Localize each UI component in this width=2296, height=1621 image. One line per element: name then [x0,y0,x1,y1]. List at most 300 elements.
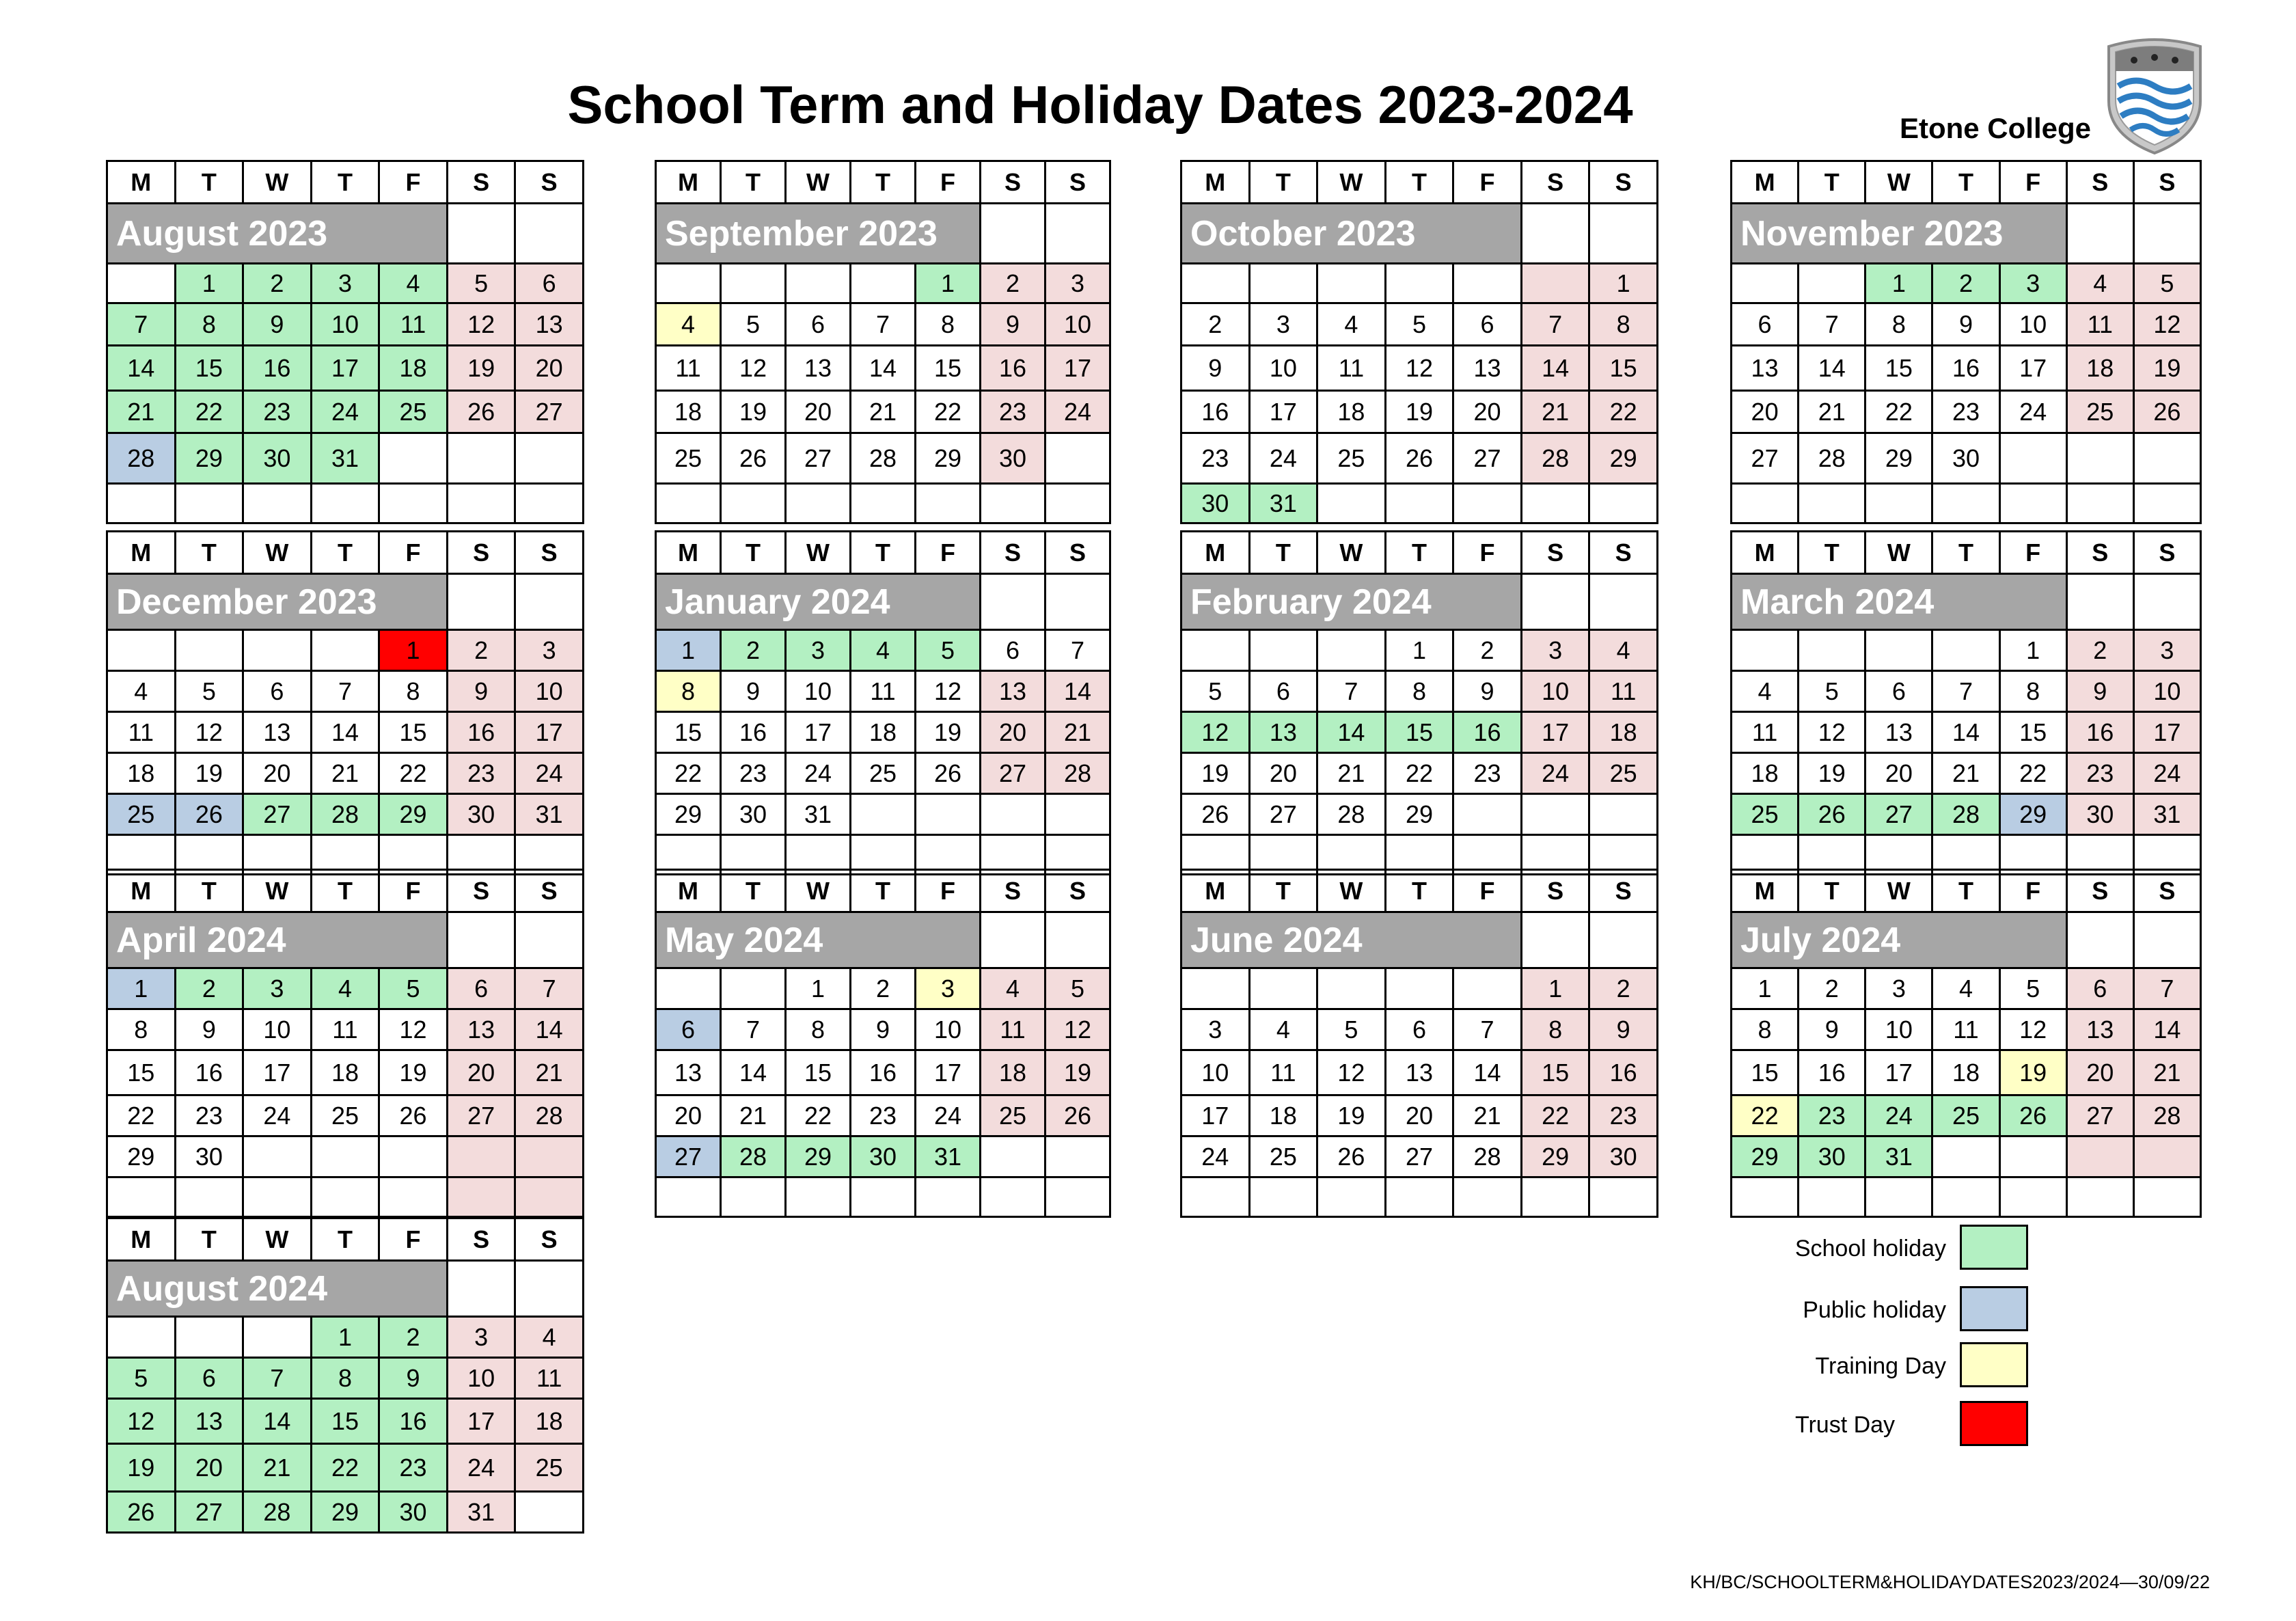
day-cell: 26 [1181,794,1250,835]
day-cell: 4 [311,968,379,1009]
empty-cell [1317,968,1386,1009]
empty-cell [1589,1177,1658,1217]
day-cell: 16 [1799,1050,1866,1095]
day-cell: 22 [1732,1095,1799,1136]
day-cell: 9 [1799,1009,1866,1050]
day-cell: 18 [515,1399,584,1444]
weekday-header: W [1317,161,1386,204]
day-cell: 4 [107,671,176,712]
day-cell: 8 [1732,1009,1799,1050]
week-row [1732,1009,2201,1050]
month-table [1730,530,2202,875]
day-cell: 14 [311,712,379,753]
day-cell: 3 [311,264,379,303]
day-cell: 27 [175,1492,243,1533]
week-row [1732,264,2201,303]
weekday-header: F [916,532,981,574]
day-cell: 2 [175,968,243,1009]
weekday-header: S [1521,532,1589,574]
day-cell: 2 [1453,630,1522,671]
empty-cell [981,912,1046,968]
day-cell: 13 [786,346,851,391]
legend-swatch [1960,1342,2028,1387]
empty-cell [1521,1177,1589,1217]
empty-cell [2066,484,2133,523]
weekday-header: M [1181,161,1250,204]
week-row [1732,794,2201,835]
empty-cell [2066,204,2133,264]
day-cell: 4 [1932,968,1999,1009]
month-name: December 2023 [107,574,448,630]
week-row [107,1009,584,1050]
empty-cell [721,484,786,523]
empty-cell [311,484,379,523]
empty-cell [656,484,721,523]
week-row [107,1358,584,1399]
empty-cell [656,264,721,303]
day-cell: 7 [851,303,916,346]
day-cell: 18 [379,346,448,391]
weekday-header: T [851,532,916,574]
weekday-header: S [1046,161,1110,204]
day-cell: 27 [1385,1136,1453,1177]
empty-cell [851,794,916,835]
day-cell: 30 [1799,1136,1866,1177]
empty-cell [1317,630,1386,671]
day-cell: 14 [1932,712,1999,753]
empty-cell [1732,630,1799,671]
day-cell: 24 [515,753,584,794]
empty-cell [107,630,176,671]
weekday-header: S [1046,532,1110,574]
day-cell: 9 [379,1358,448,1399]
week-row [107,794,584,835]
empty-cell [447,484,515,523]
day-cell: 18 [1249,1095,1317,1136]
week-row [1181,433,1658,484]
day-cell: 23 [2066,753,2133,794]
empty-cell [107,484,176,523]
day-cell: 18 [1732,753,1799,794]
empty-cell [721,968,786,1009]
empty-cell [2066,912,2133,968]
day-cell: 6 [981,630,1046,671]
day-cell: 10 [916,1009,981,1050]
day-cell: 2 [1181,303,1250,346]
weekday-header: W [1866,870,1932,912]
day-cell: 10 [1866,1009,1932,1050]
day-cell: 11 [1589,671,1658,712]
week-row [1181,391,1658,433]
day-cell: 27 [447,1095,515,1136]
week-row [107,303,584,346]
day-cell: 7 [311,671,379,712]
empty-cell [2066,433,2133,484]
month-table [1180,869,1658,1218]
day-cell: 23 [1453,753,1522,794]
day-cell: 19 [447,346,515,391]
day-cell: 10 [447,1358,515,1399]
day-cell: 22 [175,391,243,433]
day-cell: 14 [851,346,916,391]
day-cell: 29 [1385,794,1453,835]
weekday-header: S [447,1218,515,1261]
day-cell: 30 [2066,794,2133,835]
empty-cell [851,264,916,303]
day-cell: 3 [1866,968,1932,1009]
empty-cell [1181,1177,1250,1217]
empty-cell [1181,630,1250,671]
day-cell: 7 [1521,303,1589,346]
day-cell: 30 [175,1136,243,1177]
day-cell: 8 [311,1358,379,1399]
month-calendar [1730,869,2202,1218]
empty-cell [981,204,1046,264]
month-calendar [1180,869,1658,1218]
day-cell: 20 [1453,391,1522,433]
weekday-header: W [786,532,851,574]
day-cell: 8 [1999,671,2066,712]
weekday-header: S [2066,161,2133,204]
week-row [656,1136,1110,1177]
empty-cell [1317,264,1386,303]
day-cell: 26 [721,433,786,484]
week-row [1732,753,2201,794]
day-cell: 31 [1866,1136,1932,1177]
empty-cell [1866,484,1932,523]
day-cell: 27 [1732,433,1799,484]
weekday-header: S [2066,870,2133,912]
empty-cell [1249,968,1317,1009]
day-cell: 16 [1589,1050,1658,1095]
day-cell: 21 [1317,753,1386,794]
day-cell: 13 [1453,346,1522,391]
day-cell: 19 [1181,753,1250,794]
day-cell: 8 [175,303,243,346]
weekday-header: F [1453,870,1522,912]
day-cell: 17 [1181,1095,1250,1136]
day-cell: 7 [515,968,584,1009]
weekday-header: T [721,870,786,912]
day-cell: 15 [916,346,981,391]
empty-cell [1249,264,1317,303]
empty-cell [1589,574,1658,630]
week-row [1732,1095,2201,1136]
empty-cell [2066,574,2133,630]
empty-cell [1521,912,1589,968]
day-cell: 10 [1046,303,1110,346]
empty-cell [786,264,851,303]
day-cell: 18 [981,1050,1046,1095]
week-row [107,1317,584,1358]
day-cell: 15 [1999,712,2066,753]
month-calendar [655,530,1111,875]
week-row [656,1095,1110,1136]
day-cell: 25 [1249,1136,1317,1177]
empty-cell [2133,484,2200,523]
day-cell: 12 [447,303,515,346]
weekday-header: T [1932,161,1999,204]
day-cell: 7 [1046,630,1110,671]
weekday-header: T [175,870,243,912]
day-cell: 23 [1589,1095,1658,1136]
month-calendar [106,160,584,524]
day-cell: 9 [721,671,786,712]
weekday-header: S [447,161,515,204]
day-cell: 1 [1999,630,2066,671]
day-cell: 23 [981,391,1046,433]
week-row [1181,753,1658,794]
day-cell: 2 [851,968,916,1009]
month-calendar [655,160,1111,524]
day-cell: 11 [107,712,176,753]
day-cell: 7 [107,303,176,346]
day-cell: 20 [656,1095,721,1136]
day-cell: 13 [1866,712,1932,753]
empty-cell [447,433,515,484]
weekday-header: T [1385,870,1453,912]
weekday-header: T [1932,870,1999,912]
day-cell: 20 [515,346,584,391]
day-cell: 14 [1046,671,1110,712]
day-cell: 6 [2066,968,2133,1009]
week-row [656,391,1110,433]
day-cell: 25 [656,433,721,484]
weekday-header: F [1453,532,1522,574]
legend-swatch [1960,1225,2028,1270]
day-cell: 17 [1999,346,2066,391]
day-cell: 19 [1385,391,1453,433]
day-cell: 16 [447,712,515,753]
week-row [656,433,1110,484]
empty-cell [1732,264,1799,303]
day-cell: 11 [851,671,916,712]
weekday-header: T [721,161,786,204]
day-cell: 18 [1317,391,1386,433]
day-cell: 23 [447,753,515,794]
empty-cell [916,1177,981,1217]
day-cell: 22 [107,1095,176,1136]
day-cell: 8 [786,1009,851,1050]
day-cell: 8 [1521,1009,1589,1050]
day-cell: 23 [243,391,312,433]
empty-cell [656,968,721,1009]
day-cell: 3 [2133,630,2200,671]
day-cell: 23 [175,1095,243,1136]
day-cell: 15 [1589,346,1658,391]
day-cell: 4 [2066,264,2133,303]
day-cell: 23 [1181,433,1250,484]
day-cell: 28 [107,433,176,484]
month-table [106,160,584,524]
month-table [1730,869,2202,1218]
day-cell: 10 [1181,1050,1250,1095]
weekday-header: S [447,870,515,912]
day-cell: 17 [1249,391,1317,433]
week-row [1181,671,1658,712]
day-cell: 25 [515,1444,584,1492]
week-row [656,753,1110,794]
day-cell: 5 [721,303,786,346]
day-cell: 23 [1932,391,1999,433]
empty-cell [447,574,515,630]
day-cell: 26 [1046,1095,1110,1136]
day-cell: 4 [851,630,916,671]
week-row [107,264,584,303]
day-cell: 5 [379,968,448,1009]
day-cell: 19 [1317,1095,1386,1136]
day-cell: 4 [1589,630,1658,671]
day-cell: 21 [107,391,176,433]
empty-cell [2066,1136,2133,1177]
empty-cell [1799,264,1866,303]
month-calendar [1730,530,2202,875]
day-cell: 16 [175,1050,243,1095]
day-cell: 27 [981,753,1046,794]
week-row [1181,1009,1658,1050]
day-cell: 16 [721,712,786,753]
week-row [1732,671,2201,712]
empty-cell [1453,968,1522,1009]
day-cell: 5 [916,630,981,671]
day-cell: 28 [1799,433,1866,484]
empty-cell [515,433,584,484]
day-cell: 20 [786,391,851,433]
day-cell: 30 [379,1492,448,1533]
day-cell: 2 [447,630,515,671]
day-cell: 28 [1932,794,1999,835]
day-cell: 24 [1046,391,1110,433]
day-cell: 30 [1181,484,1250,523]
day-cell: 5 [1385,303,1453,346]
month-name: March 2024 [1732,574,2067,630]
day-cell: 6 [1453,303,1522,346]
empty-cell [107,1317,176,1358]
weekday-header: T [1385,532,1453,574]
weekday-header: T [175,161,243,204]
empty-cell [1249,630,1317,671]
weekday-header: T [311,532,379,574]
day-cell: 6 [1866,671,1932,712]
empty-cell [1521,204,1589,264]
empty-cell [851,1177,916,1217]
day-cell: 22 [1521,1095,1589,1136]
weekday-header: S [515,161,584,204]
day-cell: 16 [1453,712,1522,753]
empty-cell [1866,630,1932,671]
empty-cell [311,1177,379,1217]
day-cell: 22 [1866,391,1932,433]
day-cell: 9 [2066,671,2133,712]
day-cell: 10 [1999,303,2066,346]
weekday-header: T [1249,532,1317,574]
day-cell: 21 [1453,1095,1522,1136]
day-cell: 17 [916,1050,981,1095]
empty-cell [1046,484,1110,523]
day-cell: 2 [721,630,786,671]
day-cell: 19 [1799,753,1866,794]
weekday-header: S [981,870,1046,912]
day-cell: 3 [916,968,981,1009]
empty-cell [515,912,584,968]
day-cell: 11 [311,1009,379,1050]
day-cell: 21 [1932,753,1999,794]
weekday-header: T [1799,532,1866,574]
day-cell: 1 [1589,264,1658,303]
day-cell: 2 [1799,968,1866,1009]
day-cell: 5 [175,671,243,712]
empty-cell [175,1317,243,1358]
empty-cell [1521,484,1589,523]
day-cell: 25 [1317,433,1386,484]
day-cell: 2 [379,1317,448,1358]
day-cell: 10 [1249,346,1317,391]
day-cell: 29 [786,1136,851,1177]
week-row [1732,303,2201,346]
day-cell: 15 [175,346,243,391]
day-cell: 17 [515,712,584,753]
weekday-header: M [1181,870,1250,912]
empty-cell [447,1177,515,1217]
day-cell: 3 [515,630,584,671]
day-cell: 26 [107,1492,176,1533]
empty-cell [916,794,981,835]
week-row [107,968,584,1009]
day-cell: 26 [2133,391,2200,433]
weekday-header: M [107,532,176,574]
day-cell: 6 [1385,1009,1453,1050]
day-cell: 8 [107,1009,176,1050]
empty-cell [1385,484,1453,523]
week-row [107,1095,584,1136]
empty-cell [786,484,851,523]
day-cell: 25 [1732,794,1799,835]
month-table [1180,160,1658,524]
day-cell: 23 [1799,1095,1866,1136]
day-cell: 7 [1453,1009,1522,1050]
day-cell: 22 [656,753,721,794]
week-row [1181,712,1658,753]
day-cell: 31 [447,1492,515,1533]
empty-cell [243,1177,312,1217]
empty-cell [515,1136,584,1177]
empty-cell [1999,1136,2066,1177]
empty-cell [1932,484,1999,523]
day-cell: 21 [1046,712,1110,753]
empty-cell [1521,264,1589,303]
day-cell: 1 [1521,968,1589,1009]
day-cell: 10 [243,1009,312,1050]
empty-cell [721,1177,786,1217]
month-name: January 2024 [656,574,981,630]
day-cell: 1 [1732,968,1799,1009]
month-name: August 2024 [107,1261,448,1317]
day-cell: 15 [1385,712,1453,753]
day-cell: 20 [243,753,312,794]
day-cell: 12 [175,712,243,753]
day-cell: 21 [1799,391,1866,433]
day-cell: 20 [1249,753,1317,794]
weekday-header: S [2133,161,2200,204]
day-cell: 15 [311,1399,379,1444]
day-cell: 24 [447,1444,515,1492]
weekday-header: F [379,1218,448,1261]
day-cell: 29 [311,1492,379,1533]
day-cell: 29 [1732,1136,1799,1177]
day-cell: 22 [1589,391,1658,433]
day-cell: 30 [447,794,515,835]
day-cell: 28 [851,433,916,484]
